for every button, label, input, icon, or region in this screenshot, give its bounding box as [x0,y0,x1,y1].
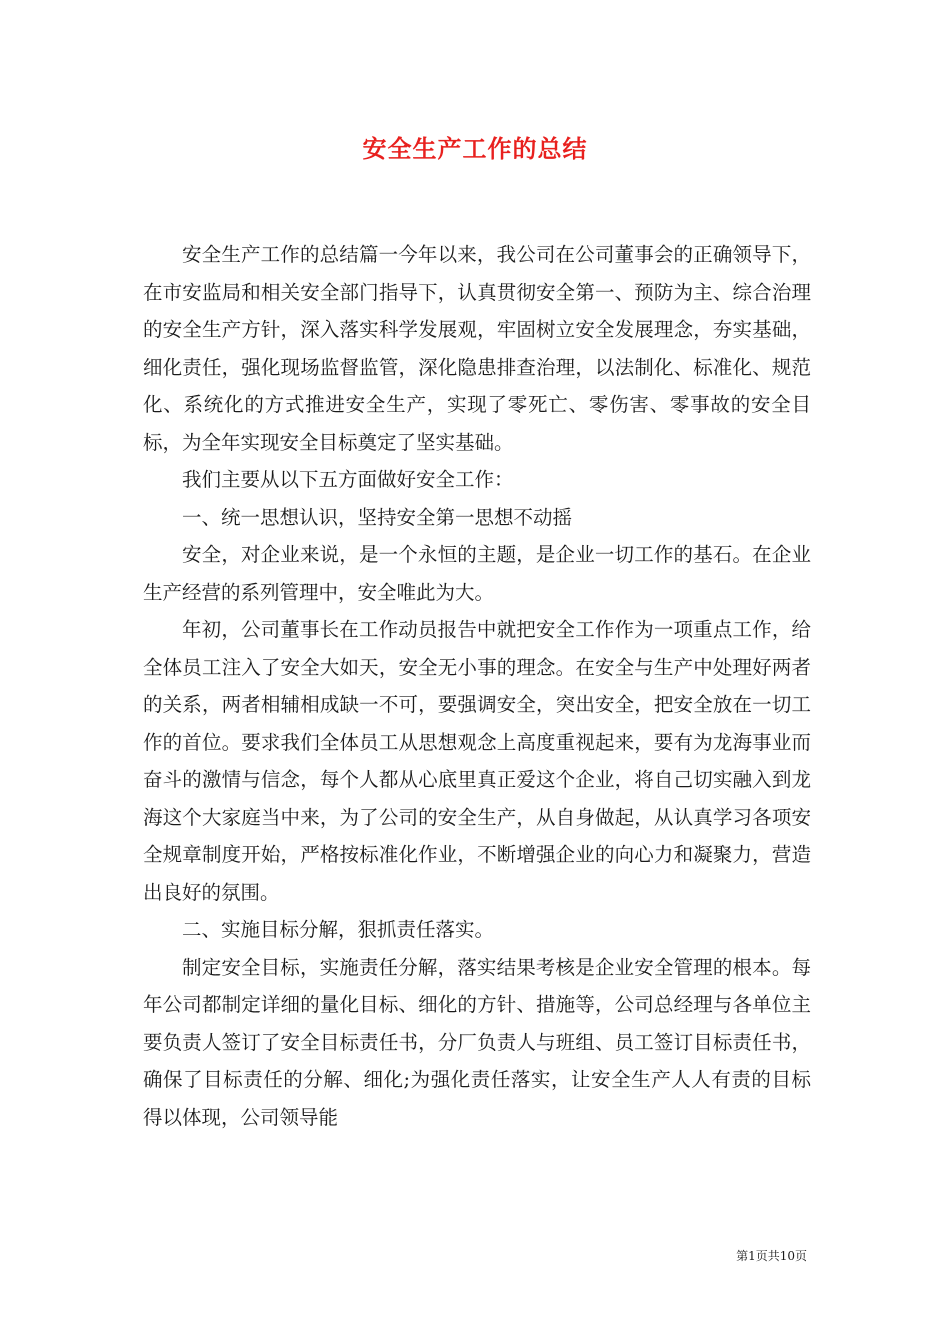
paragraph: 年初，公司董事长在工作动员报告中就把安全工作作为一项重点工作，给全体员工注入了安全大如天，安全无小事的理念。在安全与生产中处理好两者的关系，两者相辅相成缺一不可，要强调安全，突出安全，把安全放在一切工作的首位。要求我们全体员工从思想观念上高度重视起来，要有为龙海事业而奋斗的激情与信念，每个人都从心底里真正爱这个企业，将自己切实融入到龙海这个大家庭当中来，为了公司的安全生产，从自身做起，从认真学习各项安全规章制度开始，严格按标准化作业，不断增强企业的向心力和凝聚力，营造出良好的氛围。 [143,618,811,904]
section-heading: 二、实施目标分解，狠抓责任落实。 [182,918,495,941]
document-body [143,236,811,1136]
paragraph: 我们主要从以下五方面做好安全工作： [182,468,514,491]
paragraph: 安全，对企业来说，是一个永恒的主题，是企业一切工作的基石。在企业生产经营的系列管理中，安全唯此为大。 [143,543,811,604]
paragraph: 制定安全目标，实施责任分解，落实结果考核是企业安全管理的根本。每年公司都制定详细的量化目标、细化的方针、措施等，公司总经理与各单位主要负责人签订了安全目标责任书，分厂负责人与班组、员工签订目标责任书，确保了目标责任的分解、细化;为强化责任落实，让安全生产人人有责的目标得以体现，公司领导能 [143,955,811,1129]
document-title: 安全生产工作的总结 [362,134,588,163]
paragraph: 安全生产工作的总结篇一今年以来，我公司在公司董事会的正确领导下，在市安监局和相关安全部门指导下，认真贯彻安全第一、预防为主、综合治理的安全生产方针，深入落实科学发展观，牢固树立安全发展理念，夯实基础，细化责任，强化现场监督监管，深化隐患排查治理，以法制化、标准化、规范化、系统化的方式推进安全生产，实现了零死亡、零伤害、零事故的安全目标，为全年实现安全目标奠定了坚实基础。 [143,243,811,454]
section-heading: 一、统一思想认识，坚持安全第一思想不动摇 [182,505,573,529]
page-number: 第1页共10页 [736,1249,807,1263]
